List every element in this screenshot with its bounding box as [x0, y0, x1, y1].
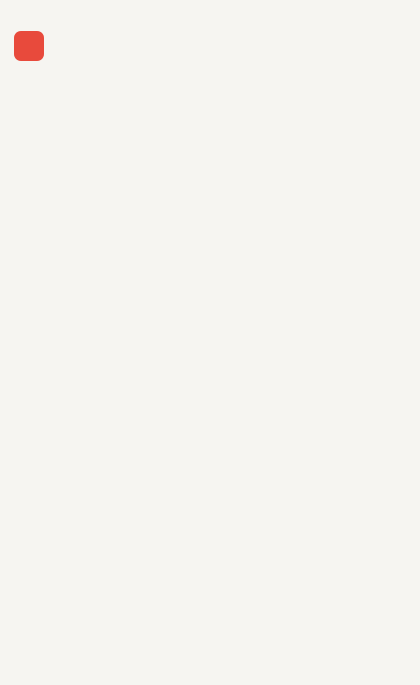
logo-mark	[14, 31, 44, 61]
book24-logo	[14, 32, 152, 74]
